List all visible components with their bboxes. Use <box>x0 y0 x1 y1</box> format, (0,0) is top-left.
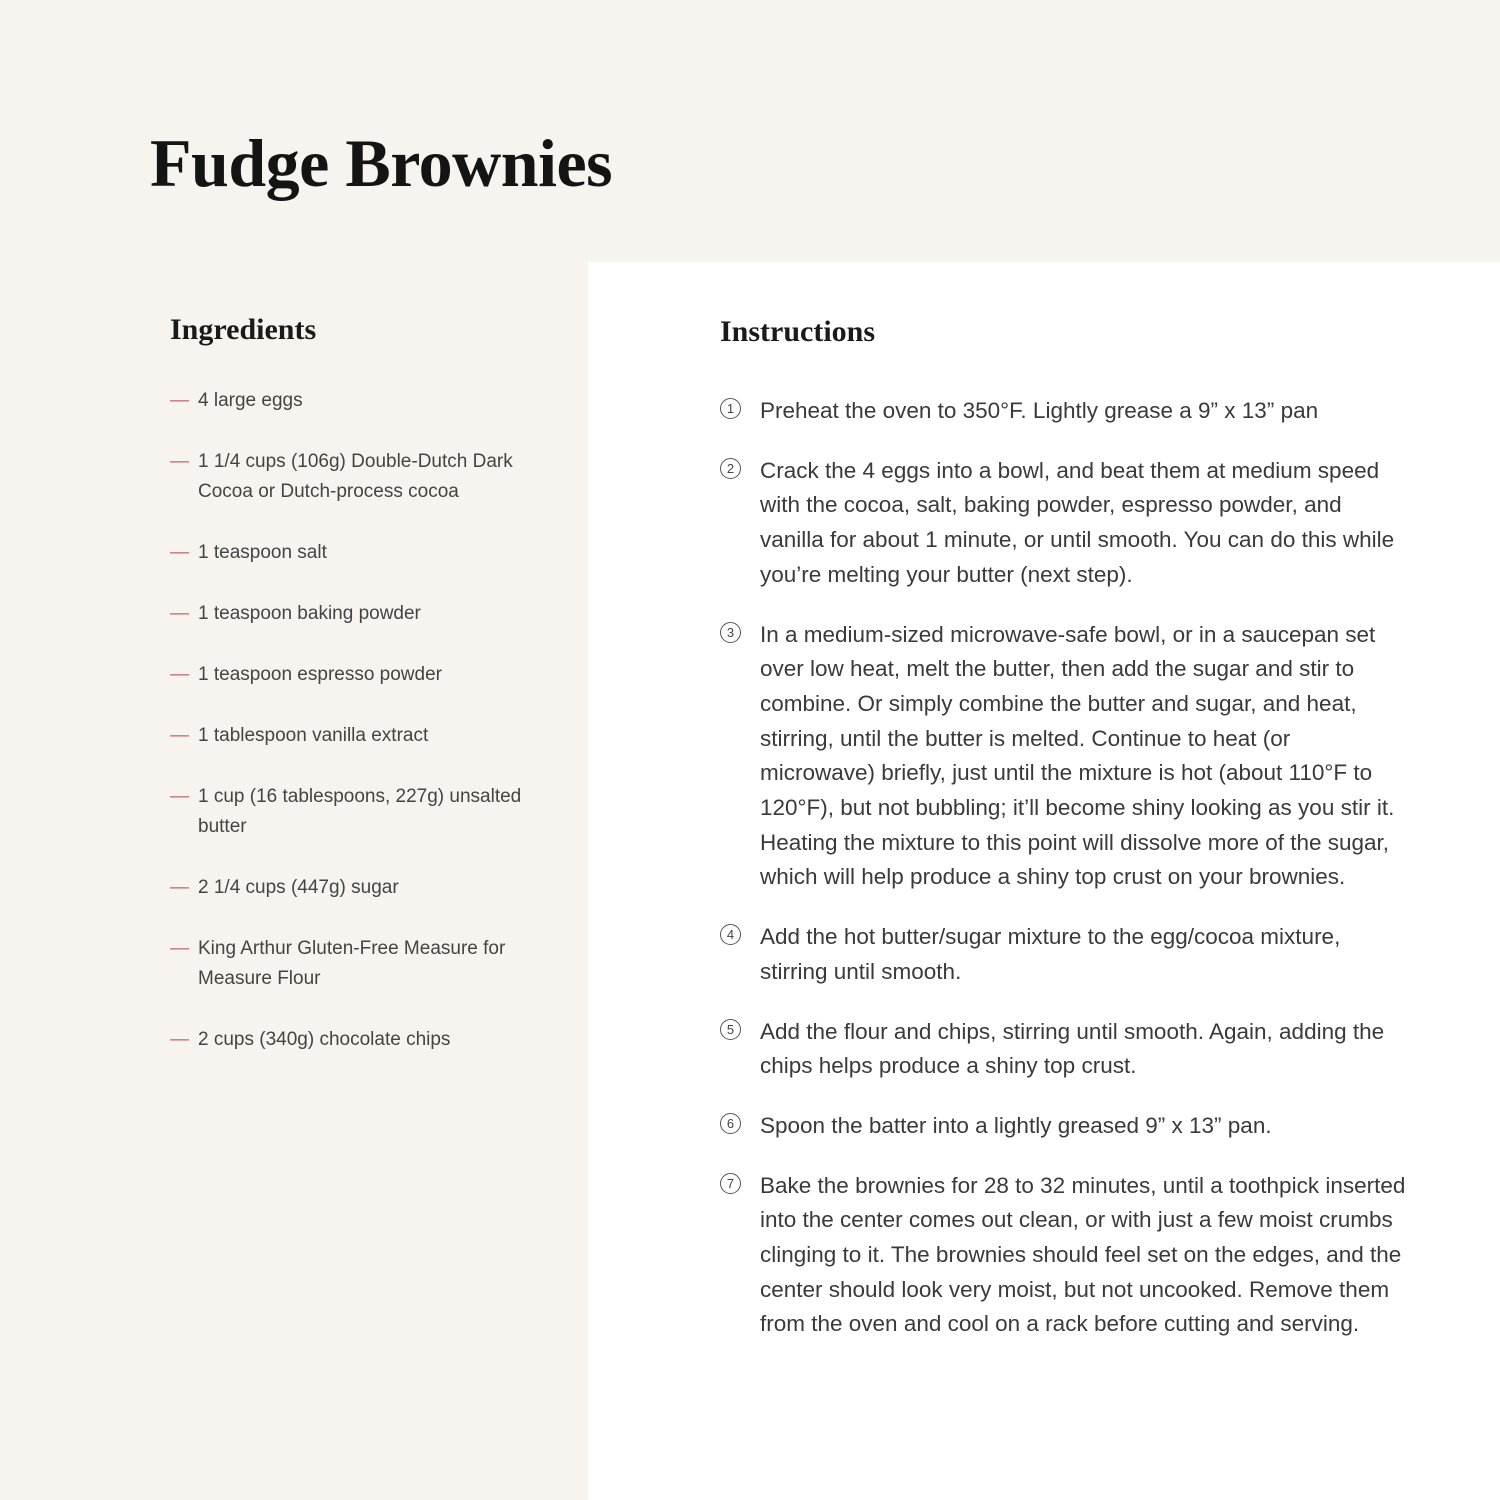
instruction-step <box>720 1015 1410 1084</box>
instruction-step <box>720 394 1410 429</box>
ingredients-heading: Ingredients <box>170 313 317 346</box>
ingredient-item <box>170 447 530 507</box>
instruction-step <box>720 1169 1410 1343</box>
ingredient-item <box>170 782 530 842</box>
step-number-icon: 6 <box>720 1113 741 1134</box>
dash-bullet-icon: — <box>170 603 189 624</box>
ingredient-item <box>170 1025 530 1055</box>
instruction-step <box>720 618 1410 896</box>
dash-bullet-icon: — <box>170 542 189 563</box>
ingredient-text: 1 1/4 cups (106g) Double-Dutch Dark Cocoa or Dutch-process cocoa <box>198 451 513 502</box>
step-number-icon: 4 <box>720 924 741 945</box>
ingredient-text: 1 cup (16 tablespoons, 227g) unsalted butter <box>198 786 522 837</box>
step-number-icon: 5 <box>720 1019 741 1040</box>
step-number-icon: 2 <box>720 458 741 479</box>
ingredient-item <box>170 538 530 568</box>
ingredient-item <box>170 873 530 903</box>
instructions-heading: Instructions <box>720 315 876 348</box>
ingredient-text: 2 1/4 cups (447g) sugar <box>198 877 399 898</box>
ingredients-list <box>170 386 530 1055</box>
step-number-icon: 7 <box>720 1173 741 1194</box>
instruction-step <box>720 1109 1410 1144</box>
ingredient-text: 4 large eggs <box>198 390 303 411</box>
ingredient-item <box>170 934 530 994</box>
ingredient-item <box>170 599 530 629</box>
step-number-icon: 3 <box>720 622 741 643</box>
dash-bullet-icon: — <box>170 938 189 959</box>
dash-bullet-icon: — <box>170 877 189 898</box>
ingredient-text: 2 cups (340g) chocolate chips <box>198 1029 451 1050</box>
instruction-step <box>720 454 1410 593</box>
step-text: Spoon the batter into a lightly greased 9” x 13” pan. <box>760 1112 1272 1138</box>
step-text: Preheat the oven to 350°F. Lightly grease a 9” x 13” pan <box>760 398 1319 423</box>
step-text: In a medium-sized microwave-safe bowl, or in a saucepan set over low heat, melt the butter, then add the sugar and stir to combine. Or simply combine the butter and sugar, and heat, stirring, until the butter is melted. Continue to heat (or microwave) briefly, just until the mixture is hot (about 110°F to 120°F), but not bubbling; it’ll become shiny looking as you stir it. Heating the mixture to this point will dissolve more of the sugar, which will help produce a shiny top crust on your brownies. <box>760 621 1395 890</box>
dash-bullet-icon: — <box>170 664 189 685</box>
ingredient-item <box>170 386 530 416</box>
step-text: Add the flour and chips, stirring until smooth. Again, adding the chips helps produce a shiny top crust. <box>760 1018 1385 1079</box>
instructions-section <box>720 314 1410 1367</box>
ingredient-text: 1 teaspoon salt <box>198 542 327 563</box>
ingredient-text: King Arthur Gluten-Free Measure for Measure Flour <box>198 938 506 989</box>
ingredient-text: 1 teaspoon baking powder <box>198 603 421 624</box>
ingredient-text: 1 tablespoon vanilla extract <box>198 725 429 746</box>
step-text: Bake the brownies for 28 to 32 minutes, until a toothpick inserted into the center comes out clean, or with just a few moist crumbs clinging to it. The brownies should feel set on the edges, and the center should look very moist, but not uncooked. Remove them from the oven and cool on a rack before cutting and serving. <box>760 1172 1406 1337</box>
step-number-icon: 1 <box>720 398 741 419</box>
ingredient-item <box>170 660 530 690</box>
dash-bullet-icon: — <box>170 390 189 411</box>
ingredient-item <box>170 721 530 751</box>
recipe-title: Fudge Brownies <box>150 125 613 201</box>
dash-bullet-icon: — <box>170 725 189 746</box>
instructions-panel <box>588 262 1500 1500</box>
ingredient-text: 1 teaspoon espresso powder <box>198 664 442 685</box>
dash-bullet-icon: — <box>170 786 189 807</box>
dash-bullet-icon: — <box>170 451 189 472</box>
instructions-list <box>720 394 1410 1342</box>
step-text: Crack the 4 eggs into a bowl, and beat them at medium speed with the cocoa, salt, baking powder, espresso powder, and vanilla for about 1 minute, or until smooth. You can do this while you’re melting your butter (next step). <box>760 457 1395 587</box>
ingredients-section <box>170 312 530 1086</box>
dash-bullet-icon: — <box>170 1029 189 1050</box>
step-text: Add the hot butter/sugar mixture to the egg/cocoa mixture, stirring until smooth. <box>760 924 1341 984</box>
instruction-step <box>720 920 1410 989</box>
